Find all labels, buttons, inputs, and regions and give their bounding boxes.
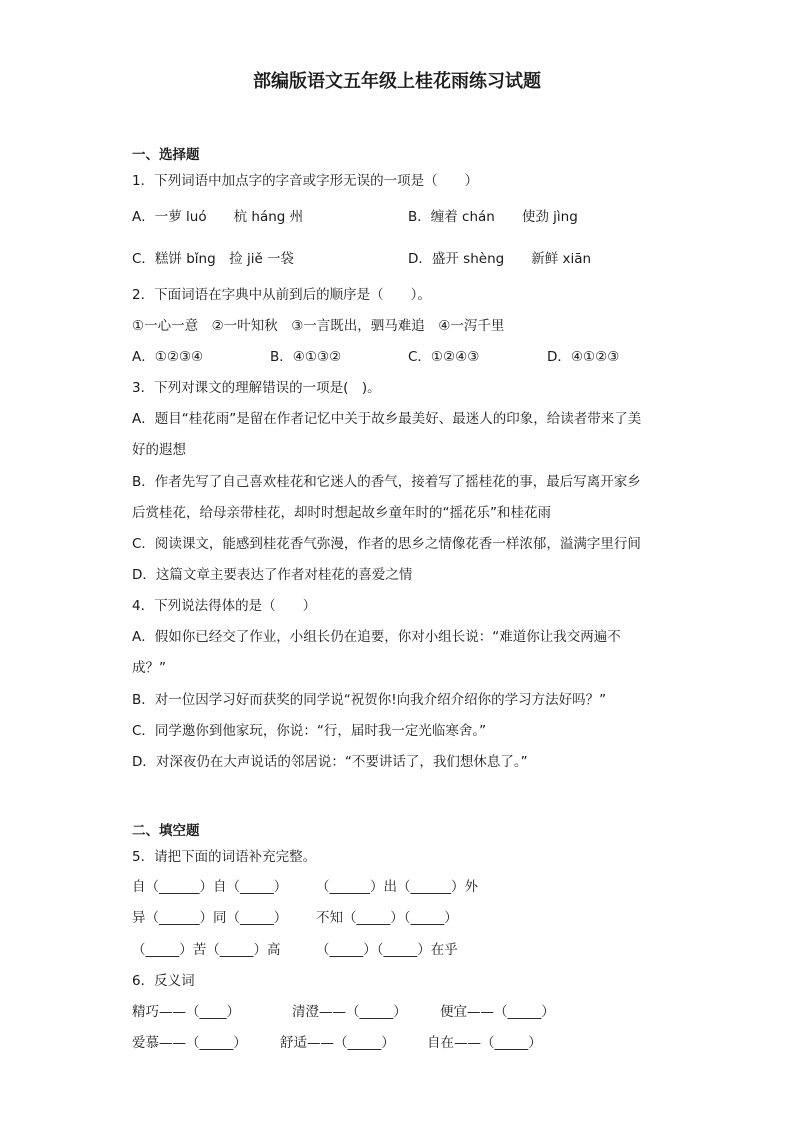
question-5-row2-col2: 不知（_____）（_____）: [316, 910, 458, 926]
question-5-stem: 5．请把下面的词语补充完整。: [132, 849, 317, 865]
section-heading-choice: 一、选择题: [132, 147, 200, 163]
question-3-option-c: C．阅读课文，能感到桂花香气弥漫，作者的思乡之情像花香一样浓郁，溢满字里行间: [132, 536, 641, 552]
question-2-option-d: D．④①②③: [547, 349, 620, 365]
question-4-option-d: D．对深夜仍在大声说话的邻居说：“不要讲话了，我们想休息了。”: [132, 754, 528, 770]
question-1-stem: 1．下列词语中加点字的字音或字形无误的一项是（ ）: [132, 173, 479, 189]
question-3-stem: 3．下列对课文的理解错误的一项是( )。: [132, 380, 381, 396]
question-3-option-b-line1: B．作者先写了自己喜欢桂花和它迷人的香气，接着写了摇桂花的事，最后写离开家乡: [132, 474, 641, 490]
question-1-option-b: B．缠着 chán 使劲 jìng: [408, 209, 578, 225]
question-1-option-a: A．一萝 luó 杭 háng 州: [132, 209, 304, 225]
question-4-option-a-line2: 成？”: [132, 660, 166, 676]
question-6-row2-col3: 自在——（_____）: [427, 1035, 542, 1051]
question-3-option-d: D．这篇文章主要表达了作者对桂花的喜爱之情: [132, 567, 413, 583]
question-4-option-b: B．对一位因学习好而获奖的同学说“祝贺你!向我介绍介绍你的学习方法好吗？”: [132, 692, 607, 708]
question-2-stem: 2．下面词语在字典中从前到后的顺序是（ ）。: [132, 287, 431, 303]
question-5-row3-col1: （_____）苦（_____）高: [132, 942, 281, 958]
question-5-row3-col2: （_____）（_____）在乎: [316, 942, 458, 958]
question-6-row1-col2: 清澄——（_____）: [292, 1004, 407, 1020]
question-6-row1-col3: 便宜——（_____）: [440, 1004, 555, 1020]
question-4-option-a-line1: A．假如你已经交了作业，小组长仍在追要，你对小组长说：“难道你让我交两遍不: [132, 629, 621, 645]
page-title: 部编版语文五年级上桂花雨练习试题: [253, 71, 541, 92]
question-1-option-d: D．盛开 shèng 新鲜 xiān: [408, 251, 592, 267]
question-1-option-c: C．糕饼 bǐng 捡 jiě 一袋: [132, 251, 295, 267]
question-2-option-b: B．④①③②: [270, 349, 342, 365]
question-2-option-c: C．①②④③: [408, 349, 480, 365]
question-4-option-c: C．同学邀你到他家玩，你说：“行，届时我一定光临寒舍。”: [132, 723, 487, 739]
question-2-option-a: A．①②③④: [132, 349, 204, 365]
question-3-option-a-line1: A．题目“桂花雨”是留在作者记忆中关于故乡最美好、最迷人的印象，给读者带来了美: [132, 411, 642, 427]
question-3-option-a-line2: 好的遐想: [132, 442, 186, 458]
question-6-stem: 6．反义词: [132, 973, 195, 989]
question-5-row1-col1: 自（______）自（_____）: [132, 879, 288, 895]
section-heading-fill: 二、填空题: [132, 823, 200, 839]
question-4-stem: 4．下列说法得体的是（ ）: [132, 598, 317, 614]
question-5-row2-col1: 异（______）同（_____）: [132, 910, 288, 926]
question-6-row2-col2: 舒适——（_____）: [280, 1035, 395, 1051]
question-3-option-b-line2: 后赏桂花，给母亲带桂花，却时时想起故乡童年时的“摇花乐”和桂花雨: [132, 505, 551, 521]
question-5-row1-col2: （______）出（______）外: [316, 879, 478, 895]
question-6-row1-col1: 精巧——（____）: [132, 1004, 240, 1020]
question-2-items: ①一心一意 ②一叶知秋 ③一言既出，驷马难追 ④一泻千里: [132, 318, 505, 334]
question-6-row2-col1: 爱慕——（_____）: [132, 1035, 247, 1051]
